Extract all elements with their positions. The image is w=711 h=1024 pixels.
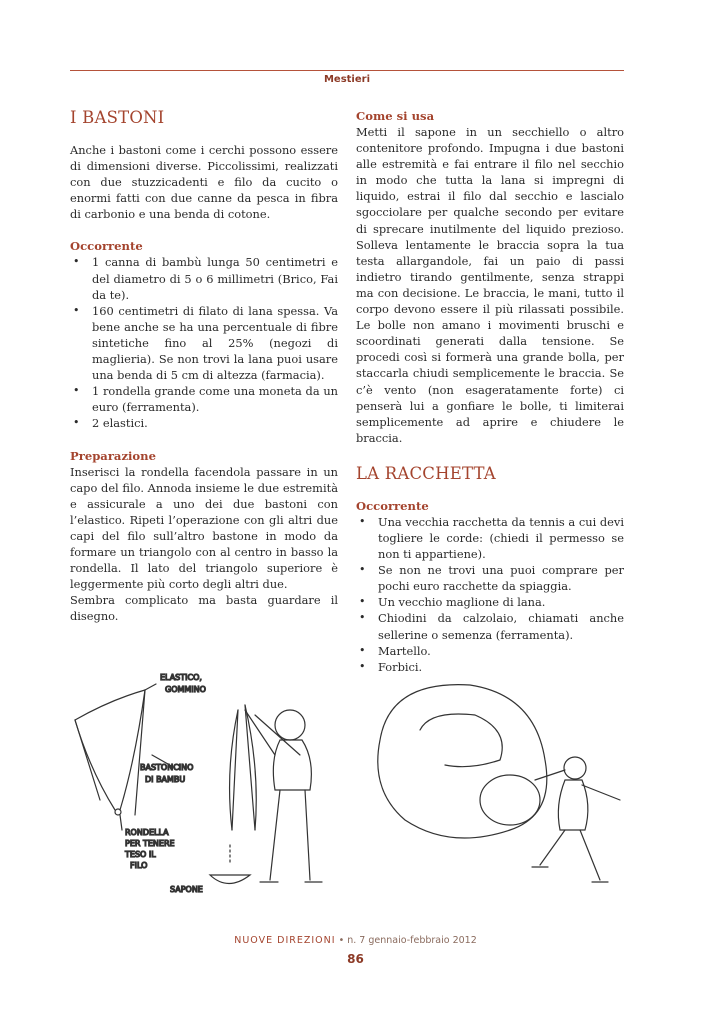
header-rule <box>70 70 624 71</box>
footer-line <box>0 935 711 946</box>
right-column <box>356 108 624 675</box>
label-elastico: ELASTICO, <box>160 673 202 682</box>
occorrente-list <box>70 254 338 431</box>
label-per-tenere: PER TENERE <box>125 839 175 848</box>
list-item: • Martello. <box>356 643 624 659</box>
left-column <box>70 108 338 624</box>
occorrente-heading-racchetta: Occorrente <box>356 498 429 513</box>
occorrente-list-racchetta <box>356 514 624 675</box>
page-number: 86 <box>347 952 364 966</box>
article-title-racchetta: LA RACCHETTA <box>356 463 496 483</box>
occorrente-heading: Occorrente <box>70 239 143 254</box>
list-item: • Forbici. <box>356 659 624 675</box>
preparazione-heading: Preparazione <box>70 448 156 463</box>
list-item: • 1 canna di bambù lunga 50 centimetri e del diametro di 5 o 6 millimetri (Brico, Fai da te). <box>70 254 338 302</box>
issue-info: • n. 7 gennaio-febbraio 2012 <box>335 935 477 946</box>
intro-paragraph: Anche i bastoni come i cerchi possono essere di dimensioni diverse. Piccolissimi, realizzati con due stuzzicadenti e filo da cucito o enormi fatti con due canne da pesca in fibra di carbonio e una benda di cotone. <box>70 143 338 222</box>
list-item: • 2 elastici. <box>70 415 338 431</box>
preparazione-paragraph-2: Sembra complicato ma basta guardare il disegno. <box>70 593 338 624</box>
list-item: • 160 centimetri di filato di lana spessa. Va bene anche se ha una percentuale di fibre sintetiche fino al 25% (negozi di maglieria). Se non trovi la lana puoi usare una benda di 5 cm di altezza (farmacia). <box>70 303 338 383</box>
label-gommino: GOMMINO <box>165 685 206 694</box>
article-title-bastoni: I BASTONI <box>70 108 165 127</box>
list-item: • Una vecchia racchetta da tennis a cui devi togliere le corde: (chiedi il permesso se non ti appartiene). <box>356 514 624 562</box>
bubble-sticks-illustration <box>60 660 350 900</box>
label-rondella: RONDELLA <box>125 828 169 837</box>
list-item: • Chiodini da calzolaio, chiamati anche sellerine o semenza (ferramenta). <box>356 610 624 642</box>
section-label: Mestieri <box>323 74 371 85</box>
label-bastoncino: BASTONCINO <box>140 763 194 772</box>
magazine-name: NUOVE DIREZIONI <box>234 935 336 946</box>
list-item: • Se non ne trovi una puoi comprare per pochi euro racchette da spiaggia. <box>356 562 624 594</box>
uso-heading: Come si usa <box>356 109 435 123</box>
label-filo: FILO <box>130 861 148 870</box>
label-di-bambu: DI BAMBU <box>145 775 186 784</box>
label-teso-il: TESO IL <box>125 850 156 859</box>
uso-paragraph: Metti il sapone in un secchiello o altro contenitore profondo. Impugna i due bastoni alle estremità e fai entrare il filo nel secchio in modo che tutta la lana si impregni di liquido, estrai il filo dal secchio e lascialo sgocciolare per qualche secondo per evitare di sprecare inutilmente del liquido prezioso. Solleva lentamente le braccia sopra la tua testa allargandole, fai un paio di passi indietro tirando gentilmente, senza strappi ma con decisione. Le braccia, le mani, tutto il corpo devono essere il più rilassati possibile. Le bolle non amano i movimenti bruschi e scoordinati generati dalla tensione. Se procedi così si formerà una grande bolla, per staccarla chiudi semplicemente le braccia. Se c’è vento (non esageratamente forte) ci penserà lui a gonfiare le bolle, ti limiterai semplicemente ad aprire e chiudere le braccia. <box>356 125 624 445</box>
preparazione-paragraph: Inserisci la rondella facendola passare in un capo del filo. Annoda insieme le due estremità e assicurale a uno dei due bastoni con l’elastico. Ripeti l’operazione con gli altri due capi del filo sull’altro bastone in modo da formare un triangolo con al centro in basso la rondella. Il lato del triangolo superiore è leggermente più corto degli altri due. <box>70 464 338 592</box>
list-item: • 1 rondella grande come una moneta da un euro (ferramenta). <box>70 383 338 415</box>
list-item: • Un vecchio maglione di lana. <box>356 594 624 610</box>
giant-bubble-illustration <box>360 670 640 900</box>
label-sapone: SAPONE <box>170 885 203 894</box>
